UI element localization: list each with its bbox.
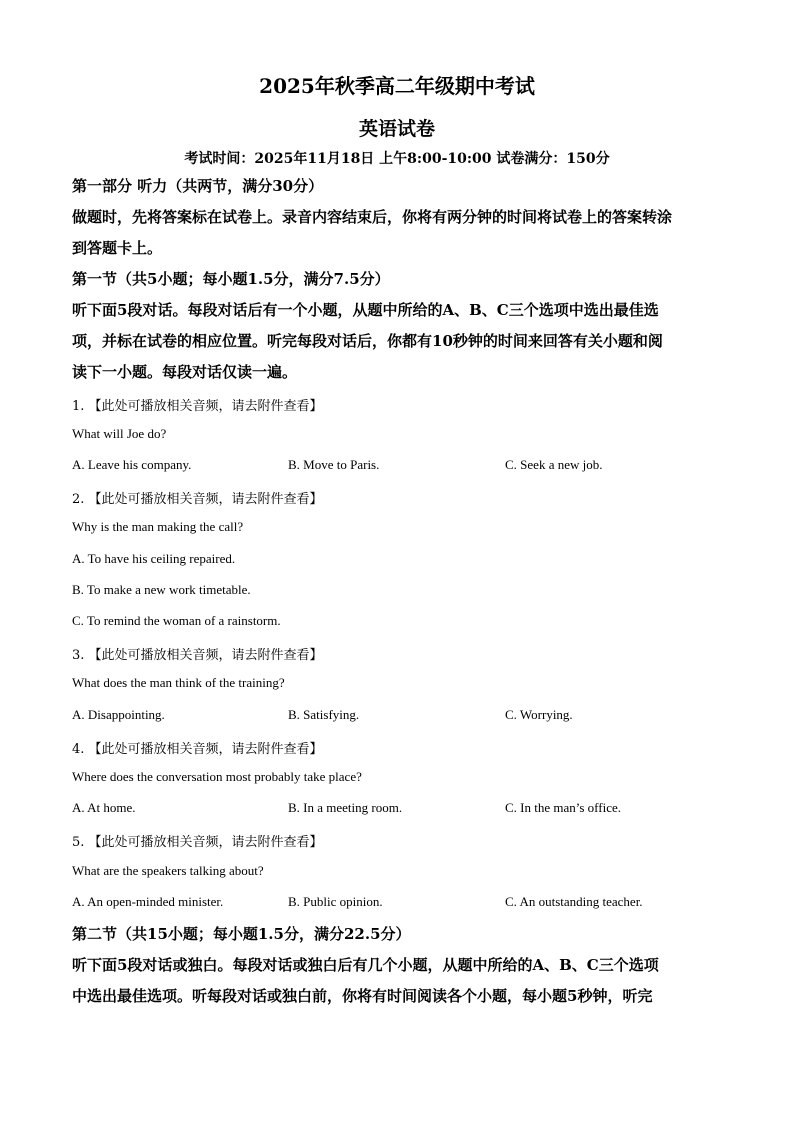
question-1-option-b[interactable]: B. Move to Paris. [288,457,380,472]
question-3-option-b[interactable]: B. Satisfying. [288,707,360,722]
exam-title: 2025年秋季高二年级期中考试 [259,74,535,98]
question-3-option-a[interactable]: A. Disappointing. [72,707,165,722]
question-2-text: Why is the man making the call? [72,519,244,534]
part1-heading: 第一部分 听力（共两节，满分30分） [72,177,324,195]
exam-subtitle: 英语试卷 [358,118,435,140]
audio-note-4[interactable]: 4. 【此处可播放相关音频，请去附件查看】 [72,742,323,757]
section1-instruction-line: 读下一小题。每段对话仅读一遍。 [72,363,298,381]
section1-heading: 第一节（共5小题；每小题1.5分，满分7.5分） [72,270,390,288]
section2-instruction-line: 听下面5段对话或独白。每段对话或独白后有几个小题，从题中所给的A、B、C三个选项 [72,956,659,974]
question-3-option-c[interactable]: C. Worrying. [505,707,573,722]
question-4-option-a[interactable]: A. At home. [72,800,136,815]
question-1-option-c[interactable]: C. Seek a new job. [505,457,603,472]
question-4-option-b[interactable]: B. In a meeting room. [288,800,403,815]
exam-info: 考试时间：2025年11月18日 上午8:00-10:00 试卷满分：150分 [184,151,610,167]
question-4-option-c[interactable]: C. In the man’s office. [505,800,622,815]
question-4-text: Where does the conversation most probably take place? [72,769,362,784]
section2-instruction-line: 中选出最佳选项。听每段对话或独白前，你将有时间阅读各个小题，每小题5秒钟，听完 [72,987,653,1005]
question-5-text: What are the speakers talking about? [72,863,264,878]
part1-instruction-line: 做题时，先将答案标在试卷上。录音内容结束后，你将有两分钟的时间将试卷上的答案转涂 [72,208,673,226]
audio-note-2[interactable]: 2. 【此处可播放相关音频，请去附件查看】 [72,492,323,507]
question-1-option-a[interactable]: A. Leave his company. [72,457,192,472]
section1-instruction-line: 项，并标在试卷的相应位置。听完每段对话后，你都有10秒钟的时间来回答有关小题和阅 [72,332,663,350]
question-2-option-b[interactable]: B. To make a new work timetable. [72,582,251,597]
question-3-text: What does the man think of the training? [72,675,285,690]
section1-instruction-line: 听下面5段对话。每段对话后有一个小题，从题中所给的A、B、C三个选项中选出最佳选 [72,301,659,319]
section2-heading: 第二节（共15小题；每小题1.5分，满分22.5分） [72,925,411,943]
question-5-option-a[interactable]: A. An open-minded minister. [72,894,224,909]
question-1-text: What will Joe do? [72,426,167,441]
audio-note-1[interactable]: 1. 【此处可播放相关音频，请去附件查看】 [72,399,323,414]
audio-note-3[interactable]: 3. 【此处可播放相关音频，请去附件查看】 [72,648,323,663]
audio-note-5[interactable]: 5. 【此处可播放相关音频，请去附件查看】 [72,835,323,850]
question-2-option-a[interactable]: A. To have his ceiling repaired. [72,551,236,566]
question-2-option-c[interactable]: C. To remind the woman of a rainstorm. [72,613,281,628]
question-5-option-b[interactable]: B. Public opinion. [288,894,383,909]
part1-instruction-line: 到答题卡上。 [72,239,163,257]
question-5-option-c[interactable]: C. An outstanding teacher. [505,894,643,909]
